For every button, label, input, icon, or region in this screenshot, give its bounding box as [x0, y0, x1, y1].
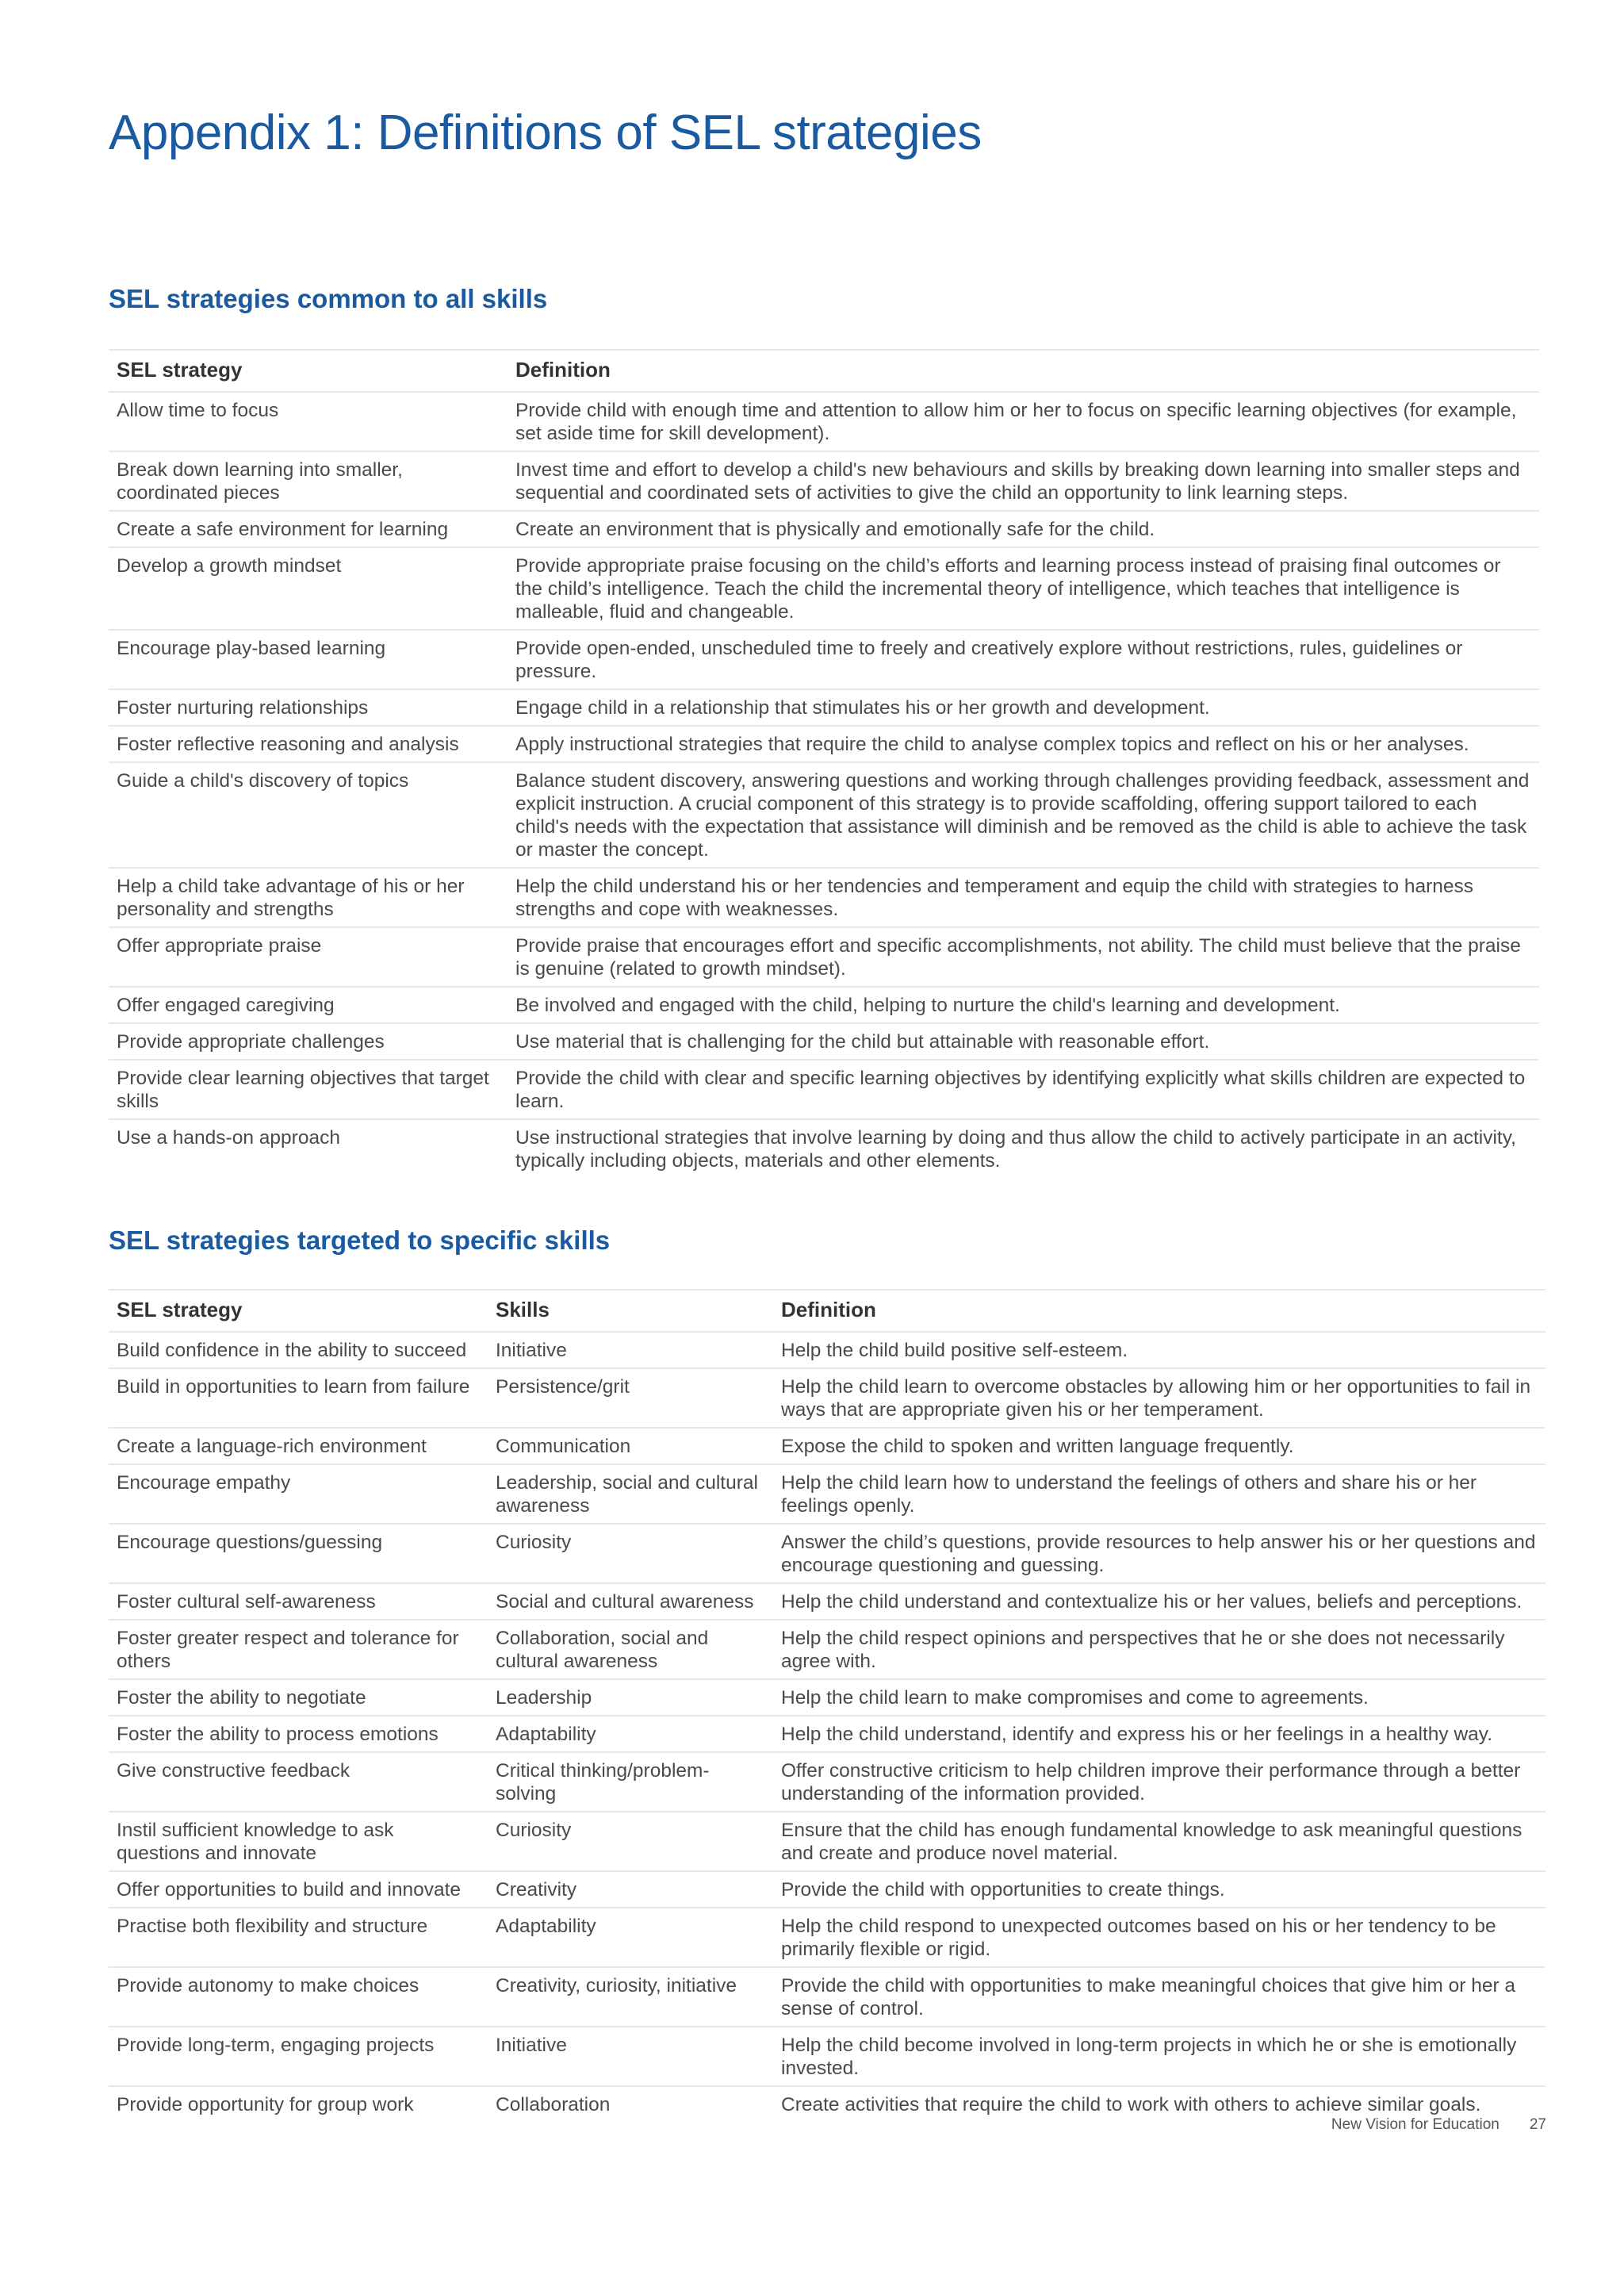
cell-strategy: Provide autonomy to make choices: [109, 1967, 488, 2027]
cell-definition: Provide open-ended, unscheduled time to freely and creatively explore without restrictions, rules, guidelines or pressure.: [508, 630, 1539, 689]
section-heading-targeted: SEL strategies targeted to specific skills: [109, 1225, 611, 1255]
cell-strategy: Encourage play-based learning: [109, 630, 508, 689]
cell-definition: Help the child build positive self-esteem.: [773, 1332, 1545, 1368]
cell-definition: Use instructional strategies that involve learning by doing and thus allow the child to actively participate in an activity, typically including objects, materials and other elements.: [508, 1119, 1539, 1178]
cell-skills: Leadership, social and cultural awareness: [488, 1464, 773, 1524]
cell-strategy: Provide opportunity for group work: [109, 2086, 488, 2122]
table-row: [109, 726, 1539, 762]
cell-strategy: Develop a growth mindset: [109, 547, 508, 630]
cell-definition: Balance student discovery, answering questions and working through challenges providing feedback, assessment and explicit instruction. A crucial component of this strategy is to provide scaffolding, offering support tailored to each child's needs with the expectation that assistance will diminish and be removed as the child is able to achieve the task or master the concept.: [508, 762, 1539, 868]
table-row: [109, 547, 1539, 630]
table-header-row: [109, 350, 1539, 392]
cell-definition: Provide the child with clear and specific learning objectives by identifying explicitly what skills children are expected to learn.: [508, 1060, 1539, 1119]
section-heading-common: SEL strategies common to all skills: [109, 284, 548, 313]
cell-skills: Adaptability: [488, 1716, 773, 1752]
cell-definition: Help the child understand his or her tendencies and temperament and equip the child with strategies to harness strengths and cope with weaknesses.: [508, 868, 1539, 927]
cell-strategy: Instil sufficient knowledge to ask questions and innovate: [109, 1812, 488, 1871]
table-row: [109, 927, 1539, 987]
table-row: [109, 1871, 1545, 1908]
table-row: [109, 511, 1539, 547]
table-header-row: [109, 1290, 1545, 1332]
cell-strategy: Foster the ability to process emotions: [109, 1716, 488, 1752]
cell-definition: Ensure that the child has enough fundamental knowledge to ask meaningful questions and create and produce novel material.: [773, 1812, 1545, 1871]
cell-definition: Invest time and effort to develop a child's new behaviours and skills by breaking down learning into smaller steps and sequential and coordinated sets of activities to give the child an opportunity to link learning steps.: [508, 451, 1539, 511]
cell-strategy: Break down learning into smaller, coordinated pieces: [109, 451, 508, 511]
table-row: [109, 1620, 1545, 1679]
cell-skills: Communication: [488, 1428, 773, 1464]
table-row: [109, 689, 1539, 726]
cell-strategy: Encourage empathy: [109, 1464, 488, 1524]
cell-strategy: Offer opportunities to build and innovate: [109, 1871, 488, 1908]
cell-definition: Provide appropriate praise focusing on the child’s efforts and learning process instead of praising final outcomes or the child’s intelligence. Teach the child the incremental theory of intelligence, which teaches that intelligence is malleable, fluid and changeable.: [508, 547, 1539, 630]
cell-definition: Provide praise that encourages effort and specific accomplishments, not ability. The child must believe that the praise is genuine (related to growth mindset).: [508, 927, 1539, 987]
cell-definition: Use material that is challenging for the child but attainable with reasonable effort.: [508, 1023, 1539, 1060]
footer-publication: New Vision for Education: [1331, 2116, 1500, 2133]
table-row: [109, 762, 1539, 868]
cell-skills: Social and cultural awareness: [488, 1583, 773, 1620]
cell-strategy: Foster nurturing relationships: [109, 689, 508, 726]
cell-strategy: Provide long-term, engaging projects: [109, 2027, 488, 2086]
cell-strategy: Guide a child's discovery of topics: [109, 762, 508, 868]
cell-skills: Curiosity: [488, 1812, 773, 1871]
cell-definition: Engage child in a relationship that stimulates his or her growth and development.: [508, 689, 1539, 726]
cell-definition: Offer constructive criticism to help children improve their performance through a better understanding of the information provided.: [773, 1752, 1545, 1812]
cell-definition: Help the child learn to make compromises and come to agreements.: [773, 1679, 1545, 1716]
table-row: [109, 1332, 1545, 1368]
cell-definition: Be involved and engaged with the child, helping to nurture the child's learning and development.: [508, 987, 1539, 1023]
cell-skills: Persistence/grit: [488, 1368, 773, 1428]
cell-definition: Create an environment that is physically and emotionally safe for the child.: [508, 511, 1539, 547]
table-row: [109, 1428, 1545, 1464]
table-row: [109, 1119, 1539, 1178]
column-header-strategy: SEL strategy: [109, 1290, 488, 1332]
common-strategies-table: [109, 349, 1539, 1178]
cell-definition: Help the child understand, identify and express his or her feelings in a healthy way.: [773, 1716, 1545, 1752]
cell-strategy: Encourage questions/guessing: [109, 1524, 488, 1583]
cell-skills: Leadership: [488, 1679, 773, 1716]
cell-definition: Help the child learn how to understand the feelings of others and share his or her feelings openly.: [773, 1464, 1545, 1524]
cell-definition: Help the child learn to overcome obstacles by allowing him or her opportunities to fail in ways that are appropriate given his or her temperament.: [773, 1368, 1545, 1428]
footer-page-number: 27: [1529, 2116, 1546, 2133]
table-row: [109, 392, 1539, 451]
table-row: [109, 1524, 1545, 1583]
cell-skills: Curiosity: [488, 1524, 773, 1583]
table-row: [109, 1679, 1545, 1716]
cell-strategy: Foster greater respect and tolerance for others: [109, 1620, 488, 1679]
cell-strategy: Allow time to focus: [109, 392, 508, 451]
cell-definition: Answer the child’s questions, provide resources to help answer his or her questions and encourage questioning and guessing.: [773, 1524, 1545, 1583]
cell-definition: Provide child with enough time and attention to allow him or her to focus on specific learning objectives (for example, set aside time for skill development).: [508, 392, 1539, 451]
column-header-skills: Skills: [488, 1290, 773, 1332]
page-footer: [1331, 2116, 1546, 2134]
cell-skills: Creativity, curiosity, initiative: [488, 1967, 773, 2027]
cell-skills: Initiative: [488, 2027, 773, 2086]
cell-skills: Collaboration: [488, 2086, 773, 2122]
table-row: [109, 2027, 1545, 2086]
cell-definition: Create activities that require the child to work with others to achieve similar goals.: [773, 2086, 1545, 2122]
cell-strategy: Provide appropriate challenges: [109, 1023, 508, 1060]
cell-strategy: Foster reflective reasoning and analysis: [109, 726, 508, 762]
table-row: [109, 1716, 1545, 1752]
table-row: [109, 1812, 1545, 1871]
cell-strategy: Provide clear learning objectives that target skills: [109, 1060, 508, 1119]
cell-definition: Help the child respect opinions and perspectives that he or she does not necessarily agree with.: [773, 1620, 1545, 1679]
cell-strategy: Offer appropriate praise: [109, 927, 508, 987]
table-row: [109, 1752, 1545, 1812]
cell-skills: Collaboration, social and cultural awareness: [488, 1620, 773, 1679]
cell-definition: Apply instructional strategies that require the child to analyse complex topics and reflect on his or her analyses.: [508, 726, 1539, 762]
cell-strategy: Build in opportunities to learn from failure: [109, 1368, 488, 1428]
cell-definition: Help the child respond to unexpected outcomes based on his or her tendency to be primarily flexible or rigid.: [773, 1908, 1545, 1967]
cell-skills: Creativity: [488, 1871, 773, 1908]
cell-strategy: Foster cultural self-awareness: [109, 1583, 488, 1620]
page-title: Appendix 1: Definitions of SEL strategies: [109, 105, 982, 160]
cell-skills: Critical thinking/problem-solving: [488, 1752, 773, 1812]
table-row: [109, 987, 1539, 1023]
cell-strategy: Offer engaged caregiving: [109, 987, 508, 1023]
table-row: [109, 630, 1539, 689]
table-row: [109, 2086, 1545, 2122]
table-row: [109, 1023, 1539, 1060]
cell-strategy: Create a language-rich environment: [109, 1428, 488, 1464]
column-header-strategy: SEL strategy: [109, 350, 508, 392]
table-row: [109, 1908, 1545, 1967]
targeted-strategies-table: [109, 1289, 1545, 2122]
cell-strategy: Foster the ability to negotiate: [109, 1679, 488, 1716]
table-row: [109, 451, 1539, 511]
column-header-definition: Definition: [508, 350, 1539, 392]
table-row: [109, 1967, 1545, 2027]
cell-definition: Expose the child to spoken and written language frequently.: [773, 1428, 1545, 1464]
table-row: [109, 868, 1539, 927]
table-row: [109, 1583, 1545, 1620]
table-row: [109, 1368, 1545, 1428]
cell-definition: Help the child understand and contextualize his or her values, beliefs and perceptions.: [773, 1583, 1545, 1620]
column-header-definition: Definition: [773, 1290, 1545, 1332]
table-row: [109, 1060, 1539, 1119]
cell-skills: Initiative: [488, 1332, 773, 1368]
cell-definition: Provide the child with opportunities to make meaningful choices that give him or her a sense of control.: [773, 1967, 1545, 2027]
cell-definition: Help the child become involved in long-term projects in which he or she is emotionally invested.: [773, 2027, 1545, 2086]
targeted-strategies-body: [109, 1332, 1545, 2122]
cell-strategy: Practise both flexibility and structure: [109, 1908, 488, 1967]
cell-definition: Provide the child with opportunities to create things.: [773, 1871, 1545, 1908]
common-strategies-body: [109, 392, 1539, 1178]
cell-strategy: Build confidence in the ability to succeed: [109, 1332, 488, 1368]
table-row: [109, 1464, 1545, 1524]
cell-strategy: Use a hands-on approach: [109, 1119, 508, 1178]
cell-skills: Adaptability: [488, 1908, 773, 1967]
cell-strategy: Create a safe environment for learning: [109, 511, 508, 547]
cell-strategy: Help a child take advantage of his or her personality and strengths: [109, 868, 508, 927]
cell-strategy: Give constructive feedback: [109, 1752, 488, 1812]
